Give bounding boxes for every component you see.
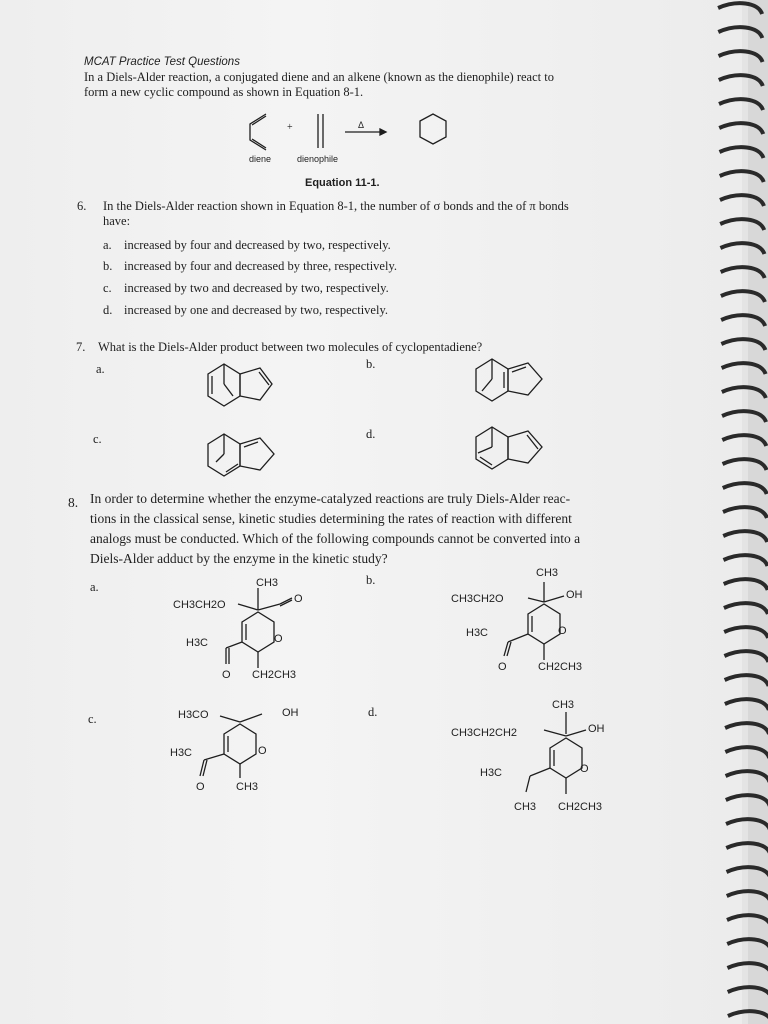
- plus-sign: +: [287, 122, 293, 133]
- q8b-bottom: CH2CH3: [538, 661, 583, 673]
- q8-number: 8.: [68, 495, 79, 510]
- q8-structure-a[interactable]: [168, 568, 358, 688]
- q8d-top: CH3: [552, 699, 575, 711]
- q7-option-a-letter[interactable]: a.: [96, 362, 105, 376]
- q6-option-c-letter[interactable]: c.: [103, 281, 112, 295]
- q8-line-2: tions in the classical sense, kinetic studies determining the rates of reaction with different: [90, 511, 572, 526]
- q7-structure-c[interactable]: [200, 430, 290, 480]
- q8a-right: O: [294, 593, 303, 605]
- q8c-ring-o: O: [258, 745, 267, 757]
- reaction-equation: [240, 106, 470, 156]
- q6-option-c[interactable]: increased by two and decreased by two, respectively.: [124, 281, 389, 295]
- q8d-bottom-left: CH3: [514, 801, 537, 813]
- q7-structure-b[interactable]: [468, 355, 558, 405]
- q8c-bottom: CH3: [236, 781, 259, 793]
- q6-number: 6.: [77, 199, 87, 213]
- q8a-left: CH3CH2O: [173, 599, 226, 611]
- q8a-acyl: H3C: [186, 637, 209, 649]
- q8a-bottom: CH2CH3: [252, 669, 297, 681]
- q8b-left: CH3CH2O: [451, 593, 504, 605]
- q8-option-d-letter[interactable]: d.: [368, 705, 378, 719]
- q6-option-d-letter[interactable]: d.: [103, 303, 113, 317]
- q8-structure-b[interactable]: [446, 562, 636, 682]
- q7-option-d-letter[interactable]: d.: [366, 427, 376, 441]
- q8a-acyl-o: O: [222, 669, 231, 681]
- q8b-top: CH3: [536, 567, 559, 579]
- q8d-acyl: H3C: [480, 767, 503, 779]
- spiral-binding: [708, 0, 768, 1024]
- q8-line-3: analogs must be conducted. Which of the following compounds cannot be converted into a: [90, 531, 581, 546]
- q6-option-d[interactable]: increased by one and decreased by two, respectively.: [124, 303, 389, 317]
- q8a-top: CH3: [256, 577, 279, 589]
- q8b-ring-o: O: [558, 625, 567, 637]
- heat-symbol: Δ: [358, 120, 365, 130]
- q8b-acyl-o: O: [498, 661, 507, 673]
- page-header: MCAT Practice Test Questions: [84, 56, 240, 68]
- q7-structure-a[interactable]: [200, 360, 290, 410]
- q8-structure-d[interactable]: [446, 692, 636, 822]
- q6-option-b-letter[interactable]: b.: [103, 259, 113, 273]
- q6-stem-1: In the Diels-Alder reaction shown in Equation 8-1, the number of σ bonds and the of π bonds: [103, 199, 569, 213]
- q8-line-4: Diels-Alder adduct by the enzyme in the kinetic study?: [90, 551, 388, 566]
- q7-number: 7.: [76, 340, 86, 354]
- q7-option-c-letter[interactable]: c.: [93, 432, 102, 446]
- intro-line-2: form a new cyclic compound as shown in Equation 8-1.: [84, 85, 364, 99]
- q8a-ring-o: O: [274, 633, 283, 645]
- q6-option-a-letter[interactable]: a.: [103, 238, 112, 252]
- q6-option-a[interactable]: increased by four and decreased by two, respectively.: [124, 238, 391, 252]
- q8d-right: OH: [588, 723, 605, 735]
- q8c-right: OH: [282, 707, 299, 719]
- q8d-left: CH3CH2CH2: [451, 727, 518, 739]
- q8-line-1: In order to determine whether the enzyme-catalyzed reactions are truly Diels-Alder reac-: [90, 491, 571, 506]
- q7-stem: What is the Diels-Alder product between two molecules of cyclopentadiene?: [98, 340, 483, 354]
- q8b-acyl: H3C: [466, 627, 489, 639]
- dienophile-label: dienophile: [297, 154, 339, 164]
- q6-stem-2: have:: [103, 214, 131, 228]
- q8-option-c-letter[interactable]: c.: [88, 712, 97, 726]
- q7-option-b-letter[interactable]: b.: [366, 357, 376, 371]
- q8b-right: OH: [566, 589, 583, 601]
- q8c-acyl: H3C: [170, 747, 193, 759]
- q8c-left: H3CO: [178, 709, 209, 721]
- q8c-acyl-o: O: [196, 781, 205, 793]
- q8-option-b-letter[interactable]: b.: [366, 573, 376, 587]
- q7-structure-d[interactable]: [468, 423, 558, 473]
- q8d-bottom: CH2CH3: [558, 801, 603, 813]
- q8-option-a-letter[interactable]: a.: [90, 580, 99, 594]
- q6-option-b[interactable]: increased by four and decreased by three, respectively.: [124, 259, 398, 273]
- equation-caption: Equation 11-1.: [305, 177, 380, 189]
- q8-structure-c[interactable]: [170, 700, 356, 800]
- diene-label: diene: [249, 154, 272, 164]
- q8d-ring-o: O: [580, 763, 589, 775]
- intro-line-1: In a Diels-Alder reaction, a conjugated diene and an alkene (known as the dienophile) react to: [84, 70, 554, 84]
